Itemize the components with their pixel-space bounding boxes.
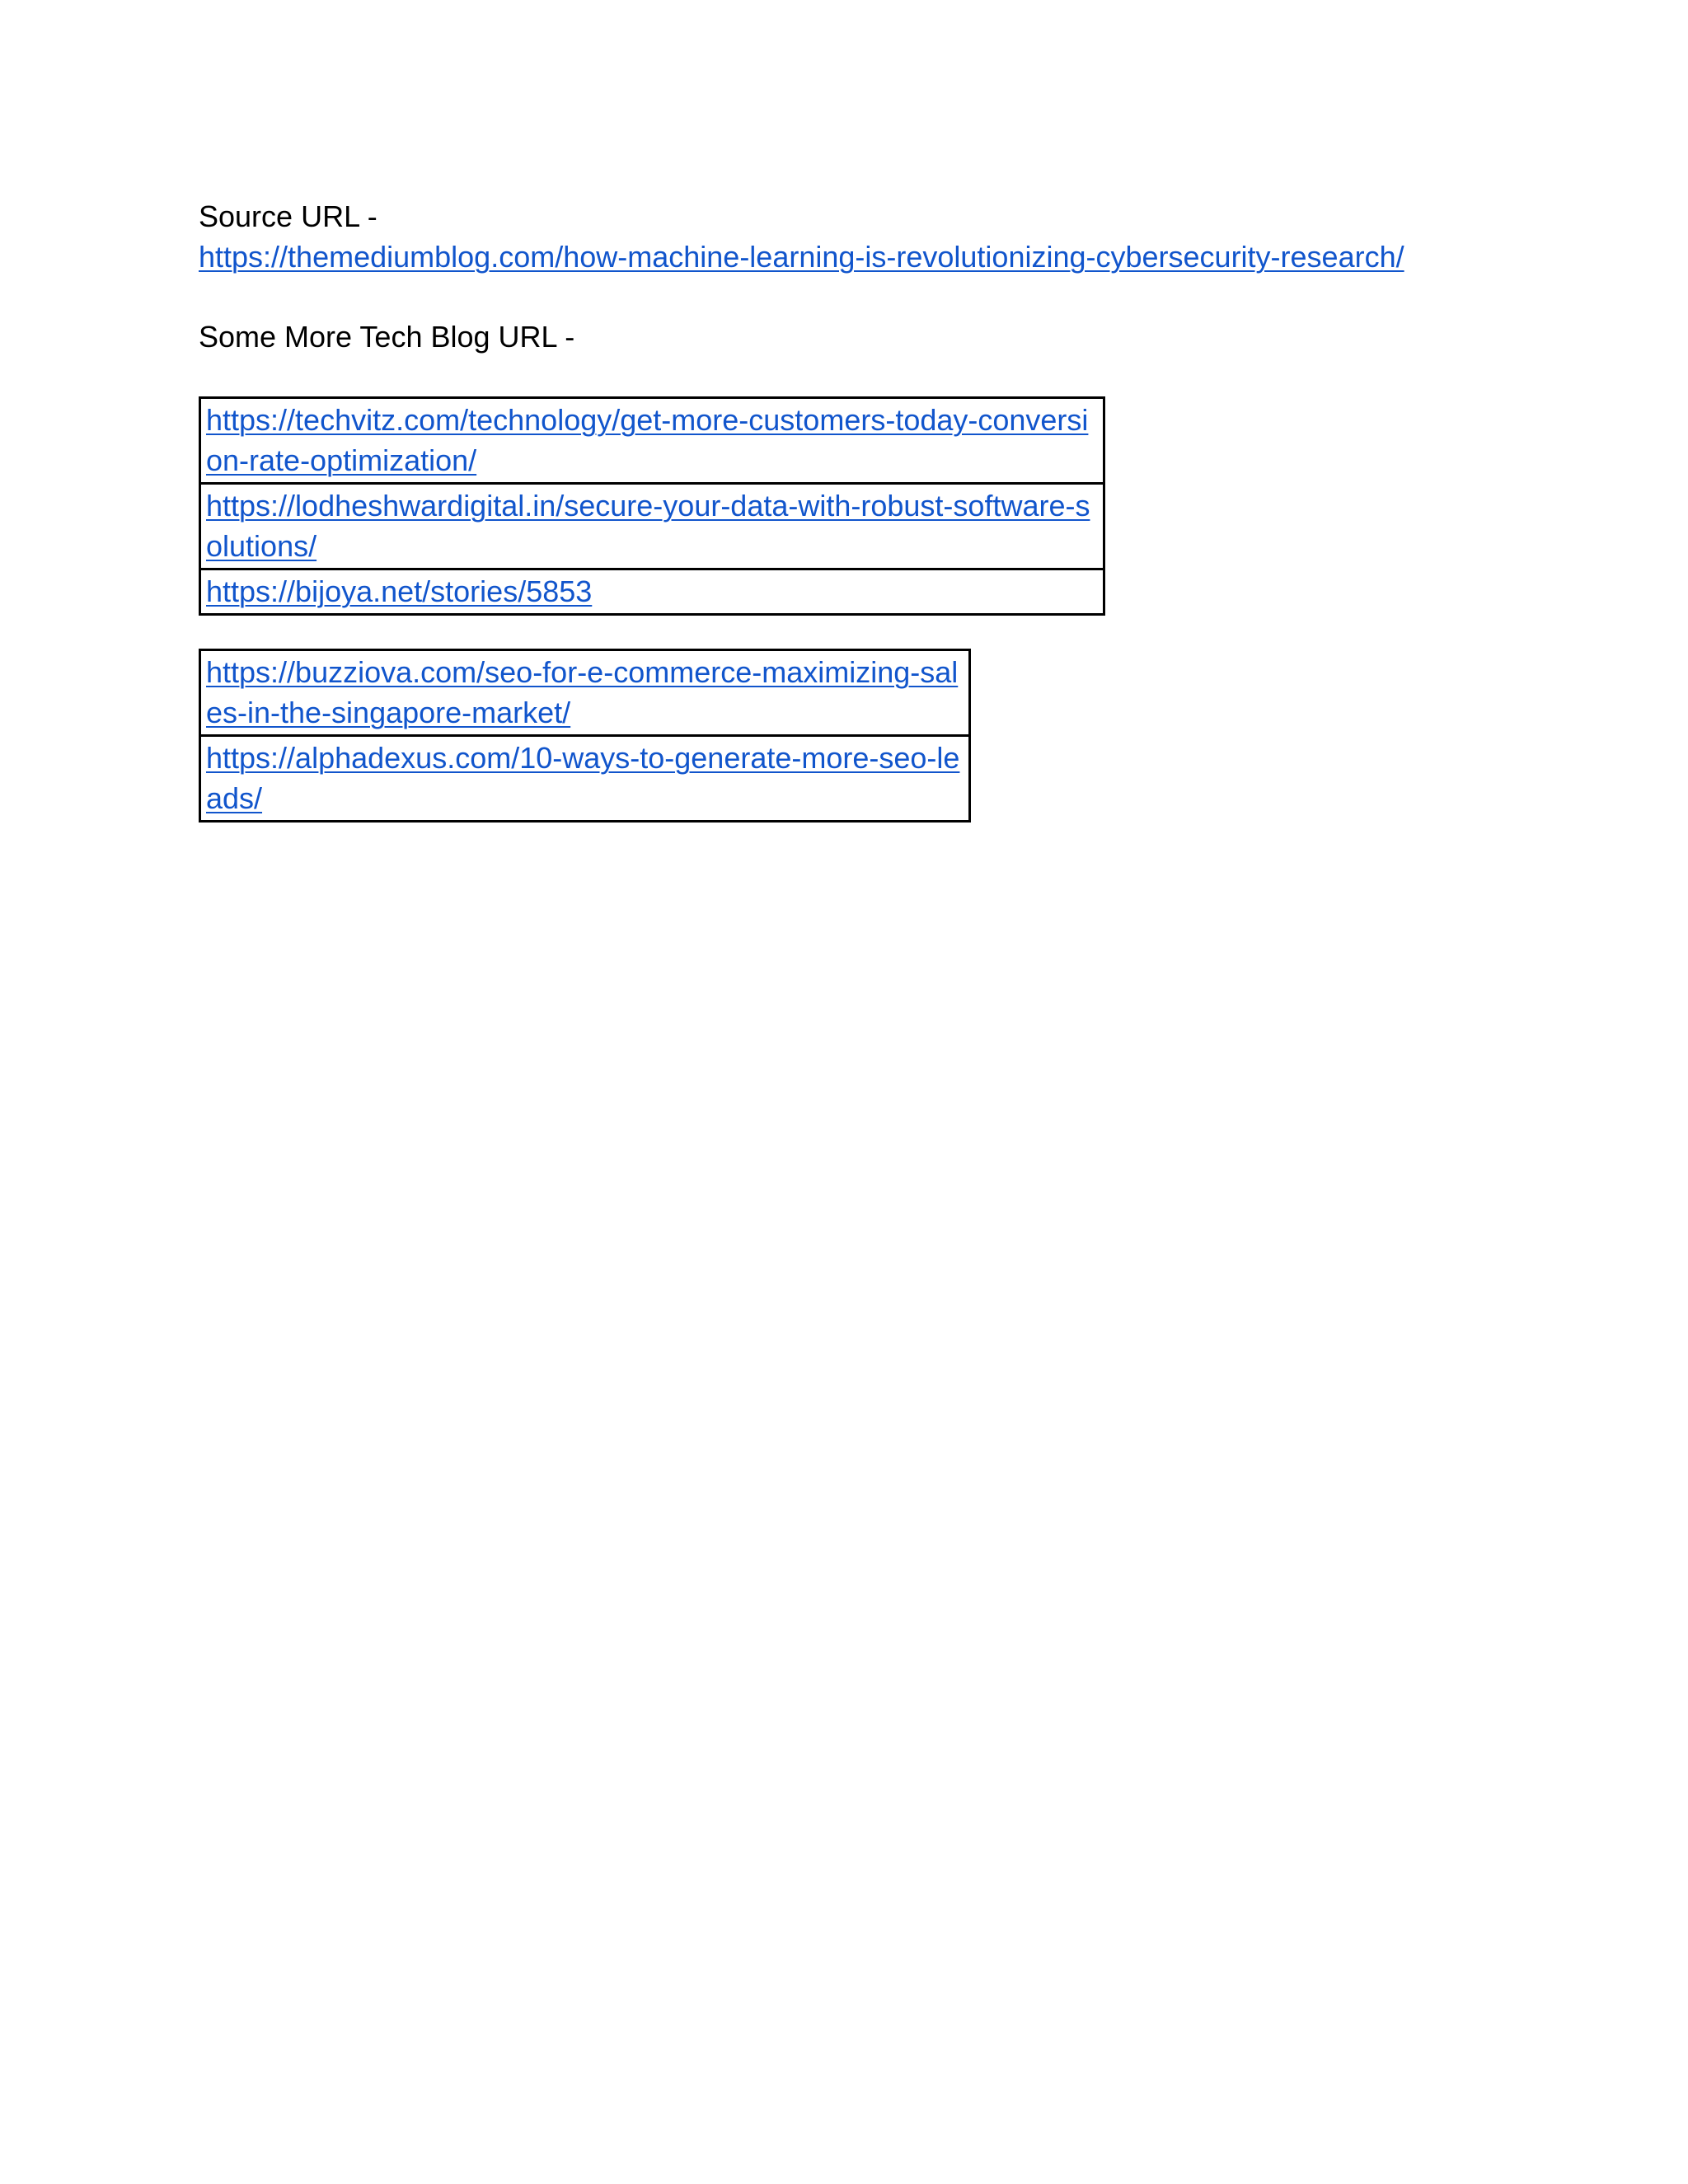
- table-cell: [200, 736, 970, 822]
- table-cell: [200, 650, 970, 736]
- bijoya-url-link[interactable]: https://bijoya.net/stories/5853: [206, 574, 593, 608]
- table-row: [200, 736, 970, 822]
- table-cell: [200, 569, 1104, 615]
- more-tech-blog-label: Some More Tech Blog URL -: [199, 320, 575, 354]
- tech-blog-url-table-one: [199, 396, 1105, 616]
- tech-blog-url-table-two: [199, 649, 971, 823]
- table-row: [200, 398, 1104, 484]
- source-url-link[interactable]: https://themediumblog.com/how-machine-learning-is-revolutionizing-cybersecurity-research/: [199, 240, 1404, 274]
- lodheshwardigital-url-link[interactable]: https://lodheshwardigital.in/secure-your-data-with-robust-software-solutions/: [206, 489, 1090, 563]
- document-content: [199, 196, 1501, 357]
- table-cell: [200, 398, 1104, 484]
- source-url-label: Source URL -: [199, 199, 377, 233]
- table-cell: [200, 484, 1104, 569]
- alphadexus-url-link[interactable]: https://alphadexus.com/10-ways-to-generate-more-seo-leads/: [206, 741, 960, 815]
- table-row: [200, 569, 1104, 615]
- table-row: [200, 484, 1104, 569]
- buzziova-url-link[interactable]: https://buzziova.com/seo-for-e-commerce-maximizing-sales-in-the-singapore-market/: [206, 655, 959, 729]
- techvitz-url-link[interactable]: https://techvitz.com/technology/get-more-customers-today-conversion-rate-optimization/: [206, 403, 1089, 477]
- table-row: [200, 650, 970, 736]
